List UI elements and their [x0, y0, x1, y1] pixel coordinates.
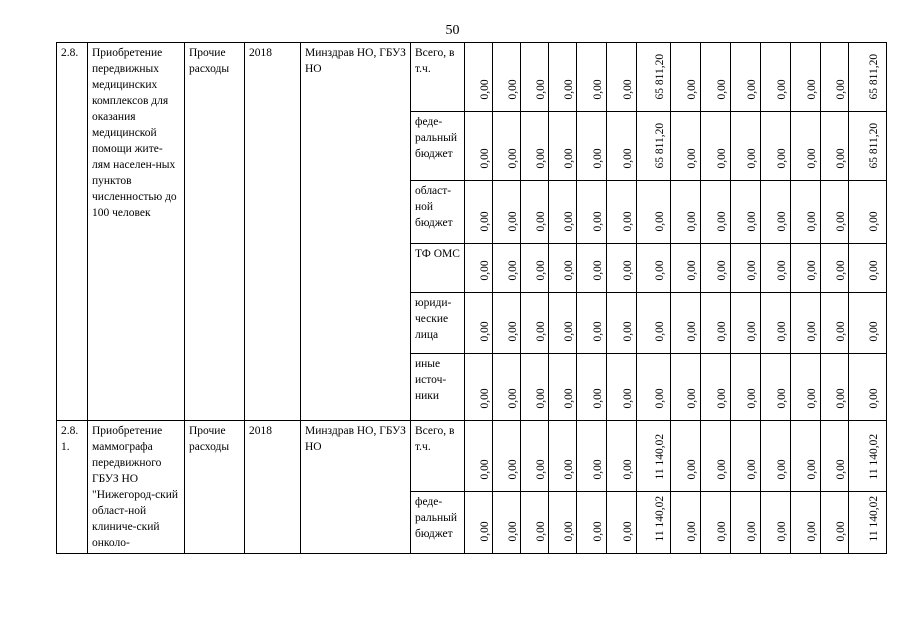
- amount-cell: [761, 354, 791, 421]
- section-code: 2.8.: [57, 43, 88, 421]
- amount-value: 0,00: [805, 521, 818, 542]
- amount-cell: [731, 112, 761, 181]
- amount-cell: [637, 181, 671, 244]
- amount-cell: [465, 43, 493, 112]
- amount-cell: [849, 244, 887, 293]
- amount-value: 0,00: [805, 148, 818, 169]
- amount-value: 0,00: [506, 459, 519, 480]
- amount-cell: [521, 181, 549, 244]
- amount-cell: [761, 112, 791, 181]
- amount-value: 0,00: [834, 79, 847, 100]
- amount-cell: [549, 354, 577, 421]
- amount-value: 0,00: [534, 521, 547, 542]
- expense-type: Прочие расходы: [185, 43, 245, 421]
- amount-cell: [761, 492, 791, 554]
- amount-value: 0,00: [591, 521, 604, 542]
- amount-value: 0,00: [834, 321, 847, 342]
- amount-cell: [701, 492, 731, 554]
- amount-value: 0,00: [775, 321, 788, 342]
- amount-cell: [671, 492, 701, 554]
- amount-cell: [607, 421, 637, 492]
- executor-cell: Минздрав НО, ГБУЗ НО: [301, 421, 411, 554]
- amount-value: 0,00: [653, 388, 666, 409]
- amount-value: 0,00: [685, 79, 698, 100]
- amount-value: 0,00: [534, 211, 547, 232]
- amount-value: 11 140,02: [653, 495, 666, 542]
- amount-cell: [821, 492, 849, 554]
- amount-cell: [791, 492, 821, 554]
- amount-cell: [791, 181, 821, 244]
- amount-cell: [731, 421, 761, 492]
- table-row: [57, 421, 887, 492]
- amount-value: 0,00: [562, 459, 575, 480]
- amount-value: 0,00: [834, 388, 847, 409]
- funding-source: Всего, в т.ч.: [411, 421, 465, 492]
- amount-cell: [821, 293, 849, 354]
- amount-value: 0,00: [478, 148, 491, 169]
- amount-cell: [607, 293, 637, 354]
- amount-value: 65 811,20: [653, 53, 666, 100]
- amount-value: 0,00: [715, 521, 728, 542]
- amount-cell: [849, 181, 887, 244]
- amount-cell: [549, 181, 577, 244]
- amount-value: 0,00: [478, 521, 491, 542]
- amount-cell: [701, 293, 731, 354]
- amount-cell: [791, 354, 821, 421]
- amount-value: 0,00: [715, 321, 728, 342]
- amount-value: 0,00: [562, 521, 575, 542]
- amount-cell: [521, 492, 549, 554]
- amount-cell: [521, 112, 549, 181]
- amount-value: 0,00: [745, 459, 758, 480]
- amount-value: 0,00: [562, 211, 575, 232]
- amount-value: 0,00: [805, 388, 818, 409]
- amount-value: 0,00: [562, 260, 575, 281]
- amount-value: 0,00: [591, 388, 604, 409]
- amount-value: 0,00: [506, 388, 519, 409]
- amount-cell: [761, 181, 791, 244]
- expense-type: Прочие расходы: [185, 421, 245, 554]
- amount-value: 0,00: [685, 388, 698, 409]
- amount-cell: [493, 421, 521, 492]
- amount-cell: [821, 181, 849, 244]
- amount-cell: [577, 421, 607, 492]
- amount-cell: [761, 421, 791, 492]
- amount-value: 0,00: [685, 260, 698, 281]
- amount-value: 0,00: [805, 321, 818, 342]
- amount-value: 0,00: [775, 260, 788, 281]
- amount-value: 0,00: [745, 260, 758, 281]
- amount-cell: [731, 244, 761, 293]
- amount-cell: [549, 244, 577, 293]
- amount-value: 0,00: [745, 79, 758, 100]
- amount-value: 0,00: [775, 148, 788, 169]
- amount-value: 0,00: [562, 79, 575, 100]
- amount-cell: [701, 181, 731, 244]
- amount-value: 0,00: [621, 321, 634, 342]
- amount-value: 0,00: [685, 321, 698, 342]
- amount-cell: [493, 112, 521, 181]
- amount-value: 0,00: [867, 211, 880, 232]
- amount-value: 0,00: [478, 388, 491, 409]
- amount-cell: [701, 354, 731, 421]
- amount-cell: [577, 293, 607, 354]
- amount-value: 0,00: [775, 459, 788, 480]
- amount-value: 0,00: [534, 148, 547, 169]
- amount-value: 0,00: [715, 211, 728, 232]
- amount-cell: [761, 244, 791, 293]
- year-cell: 2018: [245, 421, 301, 554]
- amount-cell: [465, 421, 493, 492]
- amount-cell: [701, 112, 731, 181]
- amount-value: 0,00: [685, 148, 698, 169]
- amount-value: 0,00: [534, 459, 547, 480]
- amount-cell: [821, 421, 849, 492]
- amount-value: 0,00: [591, 260, 604, 281]
- amount-cell: [849, 492, 887, 554]
- amount-value: 0,00: [715, 260, 728, 281]
- amount-value: 0,00: [745, 211, 758, 232]
- amount-cell: [849, 421, 887, 492]
- section-name: Приобретение маммографа передвижного ГБУЗ НО "Нижегород-ский област-ной клиниче-ский онколо-: [88, 421, 185, 554]
- amount-cell: [465, 492, 493, 554]
- amount-cell: [493, 43, 521, 112]
- table-row: [57, 43, 887, 112]
- amount-value: 0,00: [478, 459, 491, 480]
- amount-cell: [821, 112, 849, 181]
- amount-cell: [671, 43, 701, 112]
- amount-value: 0,00: [534, 321, 547, 342]
- amount-value: 0,00: [745, 521, 758, 542]
- amount-cell: [701, 244, 731, 293]
- amount-value: 0,00: [834, 211, 847, 232]
- amount-cell: [637, 421, 671, 492]
- funding-source: област-ной бюджет: [411, 181, 465, 244]
- amount-cell: [701, 43, 731, 112]
- amount-value: 65 811,20: [867, 53, 880, 100]
- amount-cell: [637, 244, 671, 293]
- amount-value: 0,00: [653, 211, 666, 232]
- amount-cell: [521, 43, 549, 112]
- amount-cell: [791, 112, 821, 181]
- amount-cell: [577, 43, 607, 112]
- amount-cell: [761, 43, 791, 112]
- amount-value: 0,00: [653, 260, 666, 281]
- amount-value: 0,00: [591, 79, 604, 100]
- amount-value: 0,00: [805, 260, 818, 281]
- amount-value: 0,00: [867, 388, 880, 409]
- amount-cell: [465, 112, 493, 181]
- amount-value: 0,00: [562, 388, 575, 409]
- amount-value: 0,00: [621, 260, 634, 281]
- amount-value: 0,00: [591, 321, 604, 342]
- funding-source: иные источ-ники: [411, 354, 465, 421]
- amount-value: 0,00: [775, 211, 788, 232]
- amount-value: 0,00: [478, 321, 491, 342]
- amount-cell: [465, 293, 493, 354]
- amount-value: 0,00: [715, 79, 728, 100]
- amount-cell: [731, 293, 761, 354]
- amount-value: 0,00: [834, 260, 847, 281]
- amount-cell: [731, 43, 761, 112]
- amount-cell: [637, 354, 671, 421]
- amount-cell: [791, 43, 821, 112]
- amount-value: 11 140,02: [867, 495, 880, 542]
- section-code: 2.8. 1.: [57, 421, 88, 554]
- amount-value: 0,00: [591, 459, 604, 480]
- amount-cell: [607, 112, 637, 181]
- amount-cell: [549, 492, 577, 554]
- amount-cell: [821, 354, 849, 421]
- amount-value: 0,00: [685, 211, 698, 232]
- amount-value: 0,00: [745, 321, 758, 342]
- amount-cell: [607, 354, 637, 421]
- amount-value: 0,00: [534, 388, 547, 409]
- year-cell: 2018: [245, 43, 301, 421]
- amount-cell: [577, 492, 607, 554]
- amount-value: 11 140,02: [653, 433, 666, 480]
- amount-value: 0,00: [715, 148, 728, 169]
- amount-value: 0,00: [805, 79, 818, 100]
- amount-value: 0,00: [621, 521, 634, 542]
- amount-cell: [821, 43, 849, 112]
- amount-cell: [791, 421, 821, 492]
- amount-value: 0,00: [506, 148, 519, 169]
- amount-value: 0,00: [534, 260, 547, 281]
- amount-cell: [549, 421, 577, 492]
- amount-cell: [637, 112, 671, 181]
- amount-cell: [849, 43, 887, 112]
- amount-cell: [521, 354, 549, 421]
- amount-cell: [637, 43, 671, 112]
- amount-cell: [465, 354, 493, 421]
- amount-value: 0,00: [506, 79, 519, 100]
- amount-cell: [607, 244, 637, 293]
- amount-cell: [521, 421, 549, 492]
- amount-value: 0,00: [534, 79, 547, 100]
- amount-value: 0,00: [867, 321, 880, 342]
- funding-source: феде-ральный бюджет: [411, 492, 465, 554]
- amount-cell: [731, 354, 761, 421]
- amount-value: 0,00: [562, 321, 575, 342]
- amount-cell: [637, 492, 671, 554]
- amount-cell: [549, 293, 577, 354]
- amount-value: 0,00: [591, 148, 604, 169]
- funding-source: юриди-ческие лица: [411, 293, 465, 354]
- amount-cell: [607, 492, 637, 554]
- amount-value: 0,00: [621, 79, 634, 100]
- amount-cell: [637, 293, 671, 354]
- amount-cell: [671, 112, 701, 181]
- executor-cell: Минздрав НО, ГБУЗ НО: [301, 43, 411, 421]
- amount-cell: [671, 181, 701, 244]
- section-name: Приобретение передвижных медицинских комплексов для оказания медицинской помощи жите-лям населен-ных пунктов численностью до 100 человек: [88, 43, 185, 421]
- amount-value: 0,00: [685, 459, 698, 480]
- amount-value: 0,00: [506, 260, 519, 281]
- amount-value: 0,00: [834, 459, 847, 480]
- amount-value: 0,00: [834, 521, 847, 542]
- amount-value: 0,00: [805, 459, 818, 480]
- amount-value: 0,00: [591, 211, 604, 232]
- amount-cell: [607, 181, 637, 244]
- funding-source: феде-ральный бюджет: [411, 112, 465, 181]
- amount-cell: [577, 112, 607, 181]
- amount-value: 0,00: [745, 148, 758, 169]
- amount-value: 0,00: [621, 211, 634, 232]
- amount-value: 0,00: [834, 148, 847, 169]
- funding-source: Всего, в т.ч.: [411, 43, 465, 112]
- amount-value: 0,00: [478, 260, 491, 281]
- amount-value: 0,00: [775, 521, 788, 542]
- amount-cell: [731, 492, 761, 554]
- amount-cell: [671, 244, 701, 293]
- amount-cell: [849, 354, 887, 421]
- amount-cell: [493, 181, 521, 244]
- amount-cell: [577, 181, 607, 244]
- amount-cell: [849, 112, 887, 181]
- amount-cell: [821, 244, 849, 293]
- amount-value: 0,00: [745, 388, 758, 409]
- amount-cell: [671, 293, 701, 354]
- amount-value: 0,00: [621, 388, 634, 409]
- amount-cell: [731, 181, 761, 244]
- amount-value: 0,00: [506, 321, 519, 342]
- amount-value: 0,00: [621, 459, 634, 480]
- amount-cell: [577, 244, 607, 293]
- amount-value: 0,00: [775, 388, 788, 409]
- amount-value: 65 811,20: [653, 122, 666, 169]
- amount-value: 0,00: [653, 321, 666, 342]
- amount-value: 0,00: [715, 388, 728, 409]
- budget-table: [56, 42, 887, 554]
- amount-cell: [549, 43, 577, 112]
- amount-cell: [849, 293, 887, 354]
- amount-value: 0,00: [562, 148, 575, 169]
- amount-value: 0,00: [621, 148, 634, 169]
- amount-value: 0,00: [775, 79, 788, 100]
- amount-value: 0,00: [478, 79, 491, 100]
- amount-cell: [493, 492, 521, 554]
- amount-cell: [761, 293, 791, 354]
- page-number: 50: [445, 23, 460, 38]
- amount-cell: [607, 43, 637, 112]
- amount-cell: [521, 244, 549, 293]
- amount-cell: [577, 354, 607, 421]
- amount-value: 0,00: [867, 260, 880, 281]
- amount-cell: [465, 181, 493, 244]
- amount-value: 0,00: [478, 211, 491, 232]
- amount-cell: [791, 293, 821, 354]
- funding-source: ТФ ОМС: [411, 244, 465, 293]
- amount-value: 0,00: [715, 459, 728, 480]
- amount-cell: [671, 354, 701, 421]
- amount-value: 0,00: [506, 521, 519, 542]
- amount-cell: [701, 421, 731, 492]
- amount-cell: [671, 421, 701, 492]
- amount-value: 0,00: [685, 521, 698, 542]
- amount-value: 0,00: [506, 211, 519, 232]
- amount-cell: [549, 112, 577, 181]
- amount-cell: [465, 244, 493, 293]
- amount-cell: [493, 354, 521, 421]
- amount-value: 11 140,02: [867, 433, 880, 480]
- amount-cell: [493, 244, 521, 293]
- amount-cell: [791, 244, 821, 293]
- amount-value: 65 811,20: [867, 122, 880, 169]
- amount-value: 0,00: [805, 211, 818, 232]
- amount-cell: [493, 293, 521, 354]
- amount-cell: [521, 293, 549, 354]
